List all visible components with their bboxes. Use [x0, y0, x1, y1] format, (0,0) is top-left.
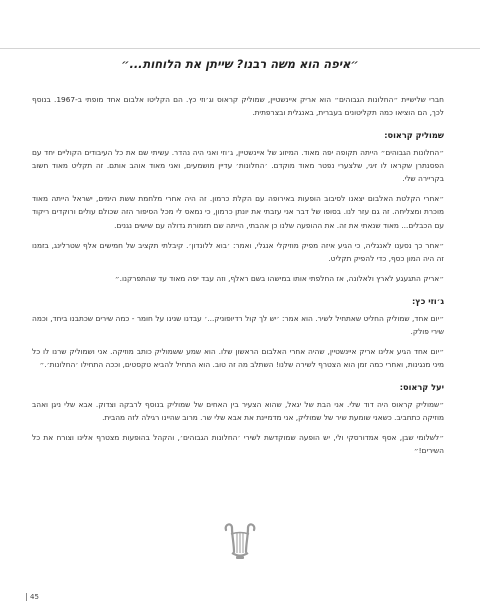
quote-paragraph: ״יום אחד, שמוליק החליט שאתחיל לשיר. הוא אמר: ׳יש לך קול רדיופוניק...׳ עבדנו שנינו על חומר - כמה שירים שכתבנו ביחד, וכמה שירי פולק.: [32, 313, 444, 336]
page-number: 45: [30, 593, 39, 601]
footer-bar: [26, 593, 27, 601]
quote-paragraph: ״לשלומי שבן, אסף אמדורסקי ולי, יש הופעה שמוקדשת לשירי ׳החלונות הגבוהים׳, והקהל בהופעות מצטרף אלינו וצורח את כל השירים!״: [32, 433, 444, 456]
section-heading: יעל קראוס:: [399, 382, 444, 393]
top-divider: [0, 48, 480, 49]
quote-paragraph: ״אחרי הקלטת האלבום יצאנו לסיבוב הופעות באירופה עם הקלת כרמון. זה היה אחרי מלחמת ששת הימים, ישראל הייתה מאוד מוכרת ומצליחה. זה גם עזר לנו. בסופו של דבר אני עזבתי את יונתן כרמון, כי נמאס לי מכל הסיפור הזה שכולם עולים ורוקדים ריקוד עם הכבלים... מאוד שנאתי את זה. את ההופעה שלנו כן אהבתי, הייתה שם תזמורת גדולה עם שישים נגנים.: [32, 194, 444, 230]
article-body: [32, 93, 444, 464]
quote-paragraph: ״שמוליק קראוס היה דוד שלי. אני הבת של יגאל, שהוא הצעיר בין האחים של שמוליק בנוסף לרבקה וצדוק. אבא שלי ניגן ואהב מוזיקה כתחביב. כשאני שומעת שיר של שמוליק, אני מדמיינת את אבא שלי שר. מרוב שהיינו רגילה לזה מהבית.: [32, 399, 444, 422]
section-yael: [32, 381, 444, 457]
quote-paragraph: ״יום אחד הגיע אלינו אריק איינשטיין, שהיה אחרי האלבום הראשון שלו. הוא שמע ששמוליק כותב מוזיקה. אני ושמוליק שרנו לו כל מיני מנגינות, ואחרי כמה זמן הוא הצטרף לשירה שלנו! השתלב מה זה טוב. הוא התחיל להביא טקסטים, וככה התחילו ׳החלונות׳.״: [32, 347, 444, 370]
quote-paragraph: ״אריק התגעגע לארץ ולאלונה, אז החלפתי אותו במישהו בשם ראלף, וזה עבד יפה מאוד עד שהתפרקנו.״: [114, 274, 444, 284]
quote-paragraph: ״אחר כך נסענו לאנגליה, כי הגיע איזה מפיק מוזיקלי אנגלי, ואמר: ׳בוא ללונדון׳. קיבלתי תקציב של חמישים אלף שטרלינג, בזמנו זה היה המון כסף, כדי להפיק תקליט.: [32, 240, 444, 264]
page-footer: [26, 593, 39, 601]
page-title: ״איפה הוא משה רבנו? שייתן את הלוחות...״: [121, 57, 359, 71]
section-shmulik: [32, 129, 444, 285]
section-heading: שמוליק קראוס:: [384, 130, 444, 141]
intro-paragraph: חברי שלישיית ״החלונות הגבוהים״ הוא אריק איינשטיין, שמוליק קראוס וג׳וזי כץ. הם הקליטו אלבום אחד מופתי ב-1967. בנוסף לכך, הם הוציאו כמה תקליטונים בעברית, באנגלית ובצרפתית.: [32, 95, 444, 118]
section-heading: ג׳וזי כץ:: [412, 296, 444, 307]
lyre-icon: [218, 520, 262, 564]
section-josie: [32, 295, 444, 371]
quote-paragraph: ״החלונות הגבוהים״ הייתה תקופה יפה מאוד. המיזוג של איינשטיין, ג׳וזי ואני היה נהדר. עשיתי שם את כל העיבודים הקוליים יחד עם הפסנתרן שקראו לו זיגי, שלצערי נפטר מאוד מוקדם. ׳החלונות׳ עדיין מושמעים, ואני מאוד אוהב אותם. זה תקליט מאוד חשוב בקריירה שלי.: [32, 147, 444, 184]
